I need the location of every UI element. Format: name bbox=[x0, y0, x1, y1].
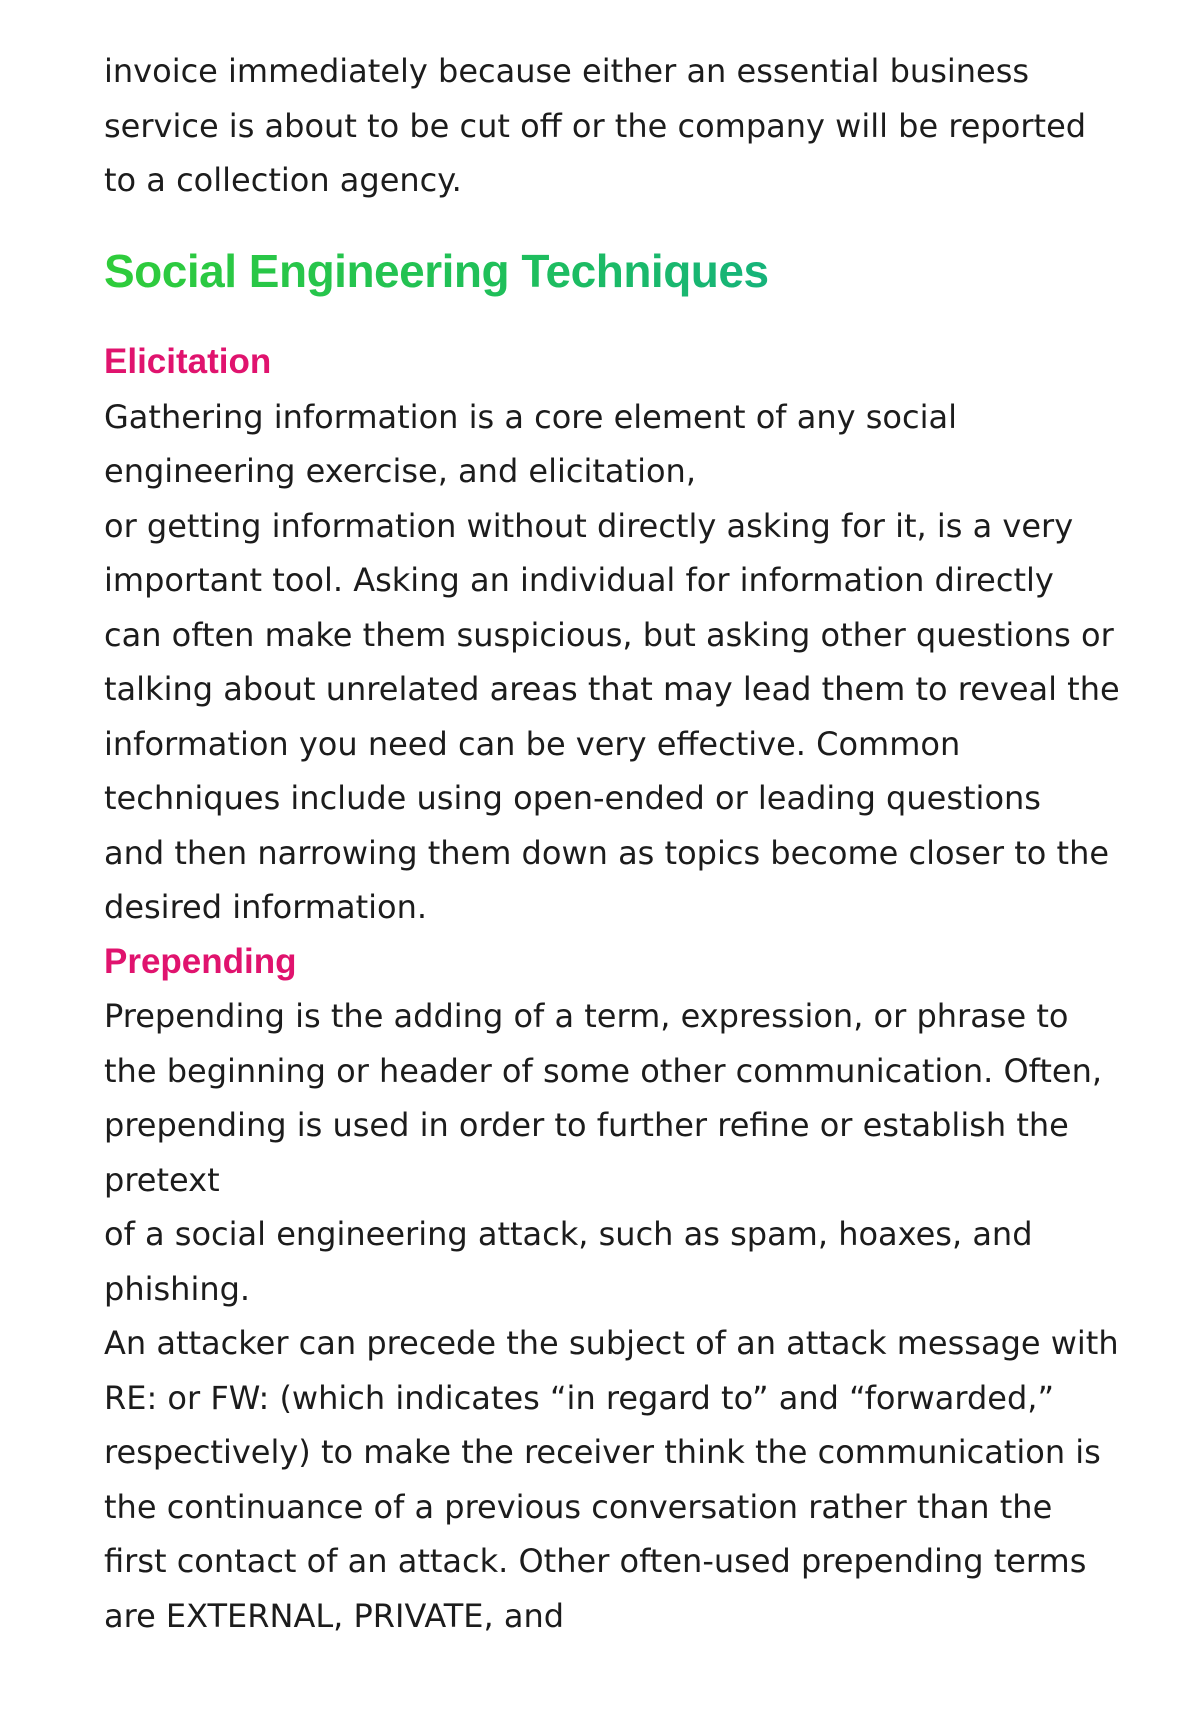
elicitation-heading: Elicitation bbox=[104, 342, 272, 381]
elicitation-line: or getting information without directly asking for it, is a very bbox=[104, 506, 1074, 545]
elicitation-line: important tool. Asking an individual for information directly bbox=[104, 561, 1054, 599]
intro-line: invoice immediately because either an essential business bbox=[104, 52, 1030, 90]
prepending-heading: Prepending bbox=[104, 941, 297, 981]
intro-line: to a collection agency. bbox=[104, 161, 462, 199]
prepending-paragraph bbox=[104, 989, 1164, 1643]
prepending-line: are EXTERNAL, PRIVATE, and bbox=[104, 1596, 565, 1635]
prepending-line: prepending is used in order to further refine or establish the bbox=[104, 1106, 1069, 1144]
prepending-line: RE: or FW: (which indicates “in regard to” and “forwarded,” bbox=[104, 1378, 1055, 1417]
prepending-line: of a social engineering attack, such as spam, hoaxes, and bbox=[104, 1215, 1033, 1253]
prepending-line: pretext bbox=[104, 1160, 220, 1199]
intro-line: service is about to be cut off or the company will be reported bbox=[104, 106, 1087, 145]
prepending-line: An attacker can precede the subject of an attack message with bbox=[104, 1324, 1119, 1362]
section-title: Social Engineering Techniques bbox=[104, 244, 769, 297]
prepending-line: respectively) to make the receiver think the communication is bbox=[104, 1433, 1101, 1471]
elicitation-line: engineering exercise, and elicitation, bbox=[104, 452, 696, 490]
document-page bbox=[104, 44, 1164, 1643]
elicitation-line: talking about unrelated areas that may lead them to reveal the bbox=[104, 670, 1120, 708]
prepending-line: first contact of an attack. Other often-used prepending terms bbox=[104, 1542, 1087, 1580]
prepending-line: the continuance of a previous conversation rather than the bbox=[104, 1487, 1053, 1526]
elicitation-line: and then narrowing them down as topics become closer to the bbox=[104, 833, 1110, 872]
prepending-line: Prepending is the adding of a term, expression, or phrase to bbox=[104, 997, 1069, 1035]
elicitation-line: desired information. bbox=[104, 888, 428, 926]
prepending-line: phishing. bbox=[104, 1269, 251, 1308]
elicitation-line: Gathering information is a core element of any social bbox=[104, 397, 957, 436]
elicitation-line: can often make them suspicious, but asking other questions or bbox=[104, 615, 1114, 654]
intro-paragraph bbox=[104, 44, 1164, 208]
elicitation-paragraph bbox=[104, 390, 1164, 935]
elicitation-line: information you need can be very effective. Common bbox=[104, 724, 961, 763]
prepending-line: the beginning or header of some other communication. Often, bbox=[104, 1051, 1103, 1090]
elicitation-line: techniques include using open-ended or leading questions bbox=[104, 779, 1041, 817]
